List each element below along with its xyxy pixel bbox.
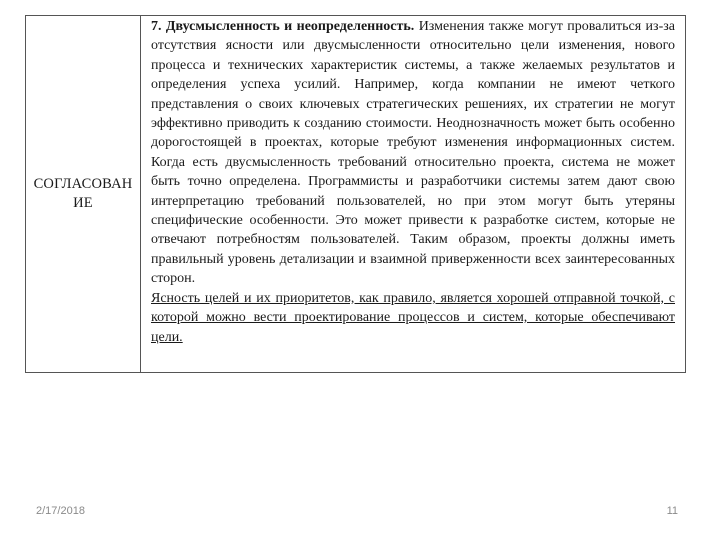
paragraph-body: Изменения также могут провалиться из-за отсутствия ясности или двусмысленности относительно цели изменения, нового процесса и технических характеристик системы, а также желаемых результатов и определения успеха усилий. Например, когда компании не имеют четкого представления о своих ключевых стратегических решениях, их стратегии не могут эффективно приводить к созданию стоимости. Неоднозначность может быть особенно дорогостоящей в проектах, которые требуют изменения информационных систем. Когда есть двусмысленность требований относительно проекта, система не может быть точно определена. Программисты и разработчики системы затем дают свою интерпретацию требований пользователей, но при этом могут быть утеряны специфические особенности. Это может привести к разработке систем, которые не отвечают потребностям пользователей. Таким образом, проекты должны иметь правильный уровень детализации и взаимной приверженности всех заинтересованных сторон.	[151, 19, 675, 287]
paragraph-clarity: Ясность целей и их приоритетов, как правило, является хорошей отправной точкой, с которой можно вести проектирование процессов и систем, которые обеспечивают цели.	[151, 290, 675, 345]
table-right-cell	[141, 16, 685, 372]
table-left-cell	[26, 16, 141, 372]
paragraph-title: 7. Двусмысленность и неопределенность.	[151, 19, 415, 34]
page-number: 11	[666, 505, 678, 517]
section-label: СОГЛАСОВАНИЕ	[33, 176, 133, 211]
paragraph-ambiguity	[151, 17, 675, 289]
footer-date: 2/17/2018	[36, 505, 85, 517]
content-table	[25, 15, 686, 373]
